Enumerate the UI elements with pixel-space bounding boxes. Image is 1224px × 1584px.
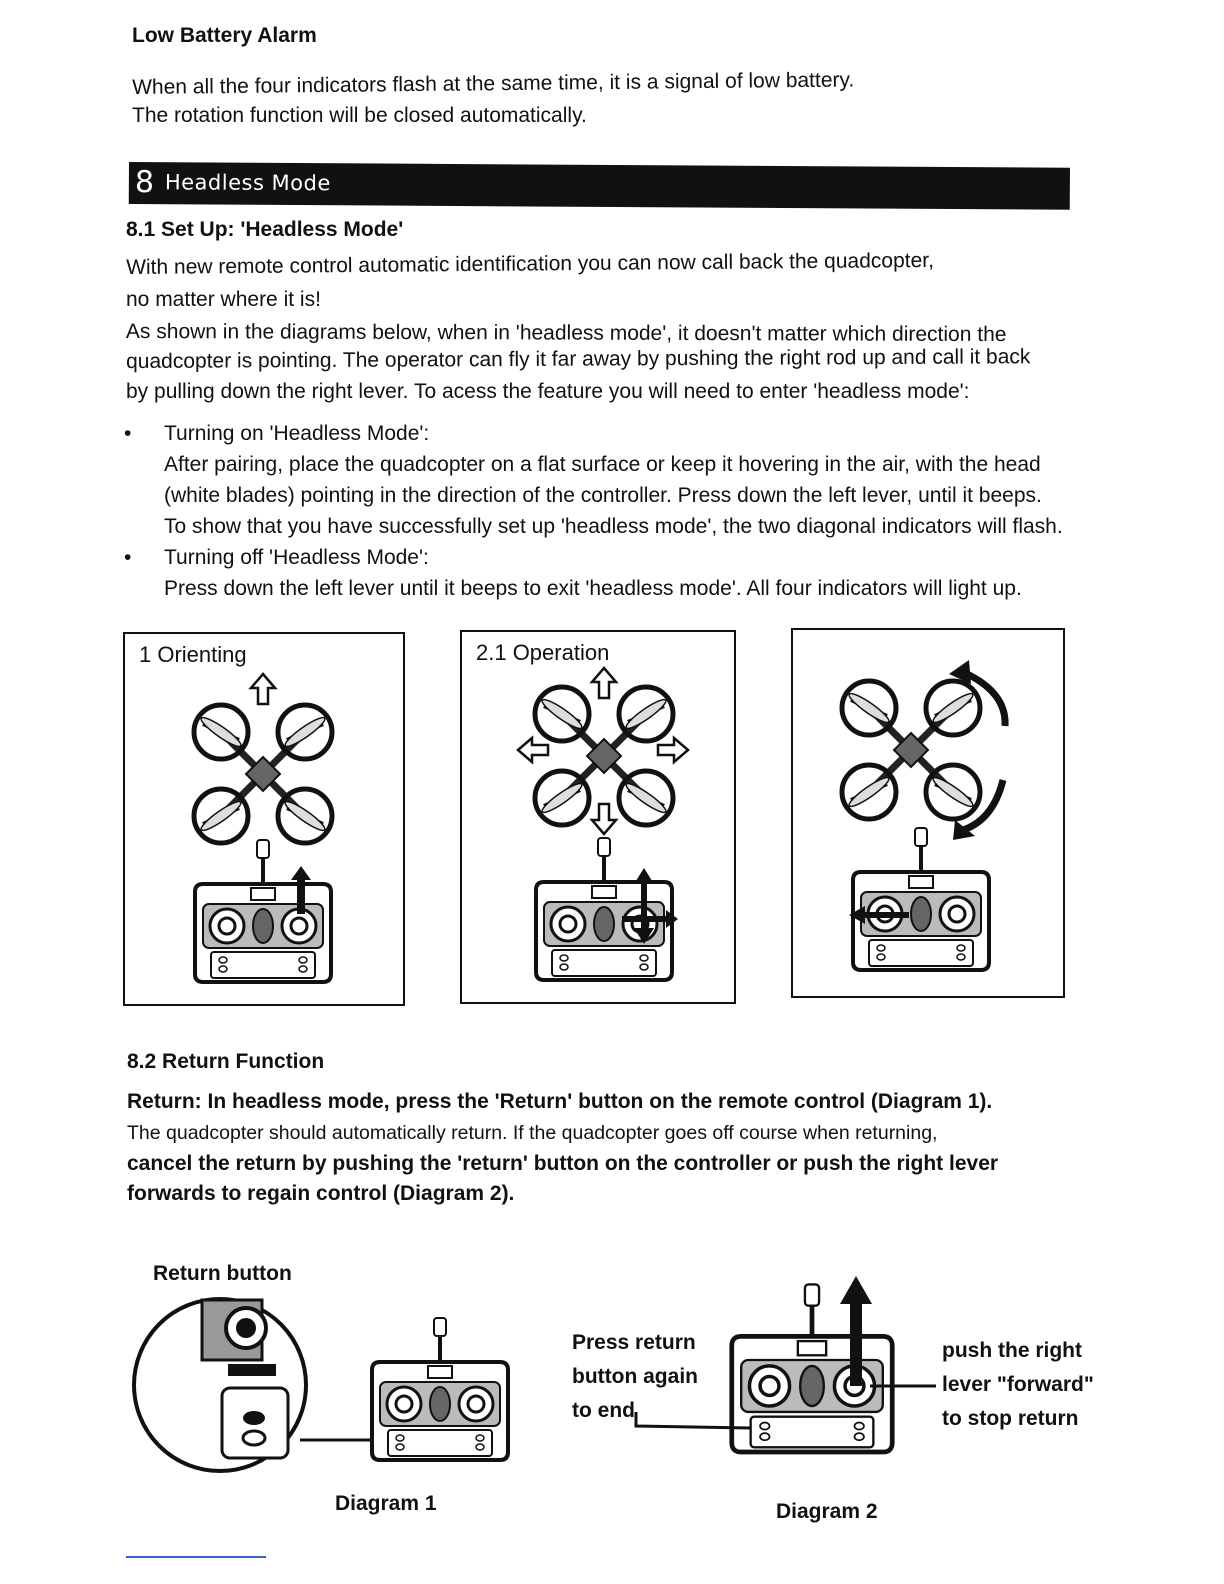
panel-orienting: [123, 632, 405, 1006]
section-title: Headless Mode: [164, 170, 331, 196]
setup-intro-1: With new remote control automatic identification you can now call back the quadcopter,: [126, 248, 934, 279]
panel-orienting-illustration: [125, 634, 403, 1004]
return-button-icon: [243, 1411, 265, 1425]
low-battery-line-1: When all the four indicators flash at the same time, it is a signal of low battery.: [132, 68, 855, 99]
setup-para-3: by pulling down the right lever. To acess the feature you will need to enter 'headless mode':: [126, 380, 970, 403]
setup-para-2: quadcopter is pointing. The operator can fly it far away by pushing the right rod up and call it back: [126, 345, 1031, 373]
quadcopter-icon: [842, 681, 980, 819]
panel-operation-label: 2.1 Operation: [476, 640, 610, 665]
remote-control-icon: [732, 1284, 892, 1452]
panel-rotation-illustration: [793, 630, 1063, 996]
bullet-turn-off: [124, 542, 1084, 604]
setup-intro-2: no matter where it is!: [126, 288, 321, 311]
remote-control-icon: [536, 838, 672, 980]
section-heading-bar: [129, 162, 1070, 210]
footer-rule: [126, 1556, 266, 1558]
diagram-2-illustration: [600, 1270, 940, 1490]
press-return-line-1: Press return: [572, 1331, 696, 1354]
panel-orienting-label: 1 Orienting: [139, 642, 247, 667]
return-line-2: The quadcopter should automatically return. If the quadcopter goes off course when returning,: [127, 1122, 938, 1144]
panel-operation: [460, 630, 736, 1004]
left-arrow-icon: [518, 738, 548, 762]
remote-control-icon: [195, 840, 331, 982]
return-line-4: forwards to regain control (Diagram 2).: [127, 1182, 515, 1205]
return-line-1: Return: In headless mode, press the 'Return' button on the remote control (Diagram 1).: [127, 1090, 993, 1113]
bullet-turn-on-head: • Turning on 'Headless Mode':: [164, 422, 430, 445]
setup-para-1: As shown in the diagrams below, when in 'headless mode', it doesn't matter which direction the: [125, 319, 1007, 347]
setup-title: 8.1 Set Up: 'Headless Mode': [126, 218, 404, 241]
section-number: 8: [134, 165, 155, 201]
bullet-turn-on-line-3: To show that you have successfully set up 'headless mode', the two diagonal indicators will flash.: [164, 515, 1063, 538]
push-right-line-3: to stop return: [942, 1407, 1079, 1430]
forward-arrow-icon: [840, 1276, 872, 1304]
panel-operation-illustration: [462, 632, 734, 1002]
diagram-1-caption: Diagram 1: [335, 1492, 437, 1515]
bullet-turn-on: [124, 418, 1084, 542]
bullet-turn-on-line-1: After pairing, place the quadcopter on a flat surface or keep it hovering in the air, with the head: [164, 453, 1041, 476]
headless-steps-list: [124, 418, 1084, 604]
push-right-line-2: lever "forward": [942, 1373, 1094, 1396]
remote-control-icon: [853, 828, 989, 970]
diagram-2-caption: Diagram 2: [776, 1500, 878, 1523]
bullet-turn-on-line-2: (white blades) pointing in the direction of the controller. Press down the left lever, until it beeps.: [164, 484, 1042, 507]
press-return-line-2: button again: [572, 1365, 698, 1388]
back-arrow-icon: [592, 804, 616, 834]
right-arrow-icon: [658, 738, 688, 762]
panel-rotation: [791, 628, 1065, 998]
bullet-turn-off-line-1: Press down the left lever until it beeps to exit 'headless mode'. All four indicators will light up.: [164, 577, 1022, 600]
bullet-turn-off-head: • Turning off 'Headless Mode':: [164, 546, 429, 569]
low-battery-title: Low Battery Alarm: [132, 24, 317, 47]
forward-arrow-shaft: [850, 1302, 862, 1386]
low-battery-line-2: The rotation function will be closed automatically.: [132, 104, 587, 127]
forward-arrow-icon: [592, 668, 616, 698]
return-line-3: cancel the return by pushing the 'return' button on the controller or push the right lever: [127, 1152, 999, 1175]
quadcopter-icon: [194, 705, 332, 843]
remote-control-icon: [372, 1318, 508, 1460]
return-title: 8.2 Return Function: [127, 1050, 325, 1073]
push-right-line-1: push the right: [942, 1339, 1082, 1362]
push-right-note: [942, 1334, 1094, 1436]
diagram-1-illustration: [130, 1290, 530, 1490]
return-button-label: Return button: [153, 1262, 292, 1285]
forward-arrow-icon: [251, 674, 275, 704]
press-return-line-3: to end: [572, 1399, 635, 1422]
